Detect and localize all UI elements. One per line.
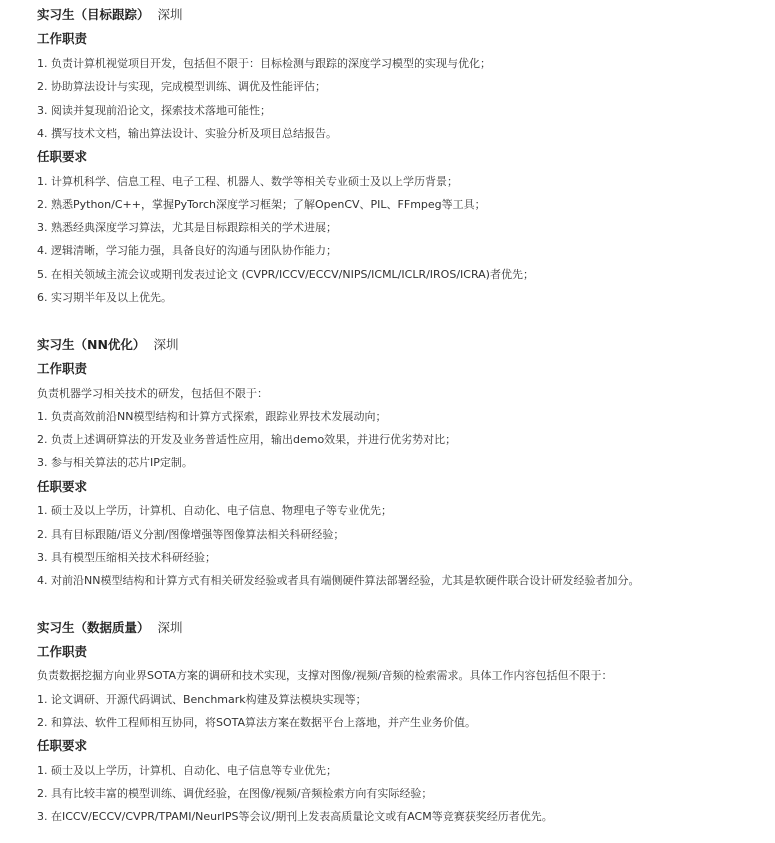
requirement-item: 3. 在ICCV/ECCV/CVPR/TPAMI/NeurIPS等会议/期刊上发表高质量论文或有ACM等竞赛获奖经历者优先。 (37, 810, 553, 823)
duty-item: 1. 论文调研、开源代码调试、Benchmark构建及算法模块实现等； (37, 693, 367, 706)
duties-intro: 负责机器学习相关技术的研发，包括但不限于： (37, 387, 268, 400)
requirement-item: 3. 熟悉经典深度学习算法，尤其是目标跟踪相关的学术进展； (37, 221, 337, 234)
job-title-tracking (37, 7, 183, 23)
requirement-item: 2. 具有目标跟随/语义分割/图像增强等图像算法相关科研经验； (37, 528, 345, 541)
job-location: 深圳 (157, 620, 183, 635)
requirement-item: 6. 实习期半年及以上优先。 (37, 291, 172, 304)
duties-intro: 负责数据挖掘方向业界SOTA方案的调研和技术实现，支撑对图像/视频/音频的检索需求。具体工作内容包括但不限于： (37, 669, 613, 682)
job-title-text: 实习生（目标跟踪） (37, 7, 150, 22)
duty-item: 3. 参与相关算法的芯片IP定制。 (37, 456, 193, 469)
duty-item: 1. 负责计算机视觉项目开发，包括但不限于：目标检测与跟踪的深度学习模型的实现与优化； (37, 57, 491, 70)
duty-item: 1. 负责高效前沿NN模型结构和计算方式探索，跟踪业界技术发展动向； (37, 410, 387, 423)
requirement-item: 4. 对前沿NN模型结构和计算方式有相关研发经验或者具有端侧硬件算法部署经验，尤其是软硬件联合设计研发经验者加分。 (37, 574, 640, 587)
requirement-item: 3. 具有模型压缩相关技术科研经验； (37, 551, 216, 564)
job-title-nn (37, 337, 178, 353)
job-location: 深圳 (157, 7, 183, 22)
requirement-item: 1. 硕士及以上学历，计算机、自动化、电子信息、物理电子等专业优先； (37, 504, 392, 517)
requirements-heading: 任职要求 (37, 149, 88, 164)
job-title-data-quality (37, 620, 183, 636)
requirement-item: 1. 硕士及以上学历，计算机、自动化、电子信息等专业优先； (37, 764, 337, 777)
job-location: 深圳 (153, 337, 179, 352)
requirements-heading: 任职要求 (37, 738, 88, 753)
job-title-text: 实习生（NN优化） (37, 337, 146, 352)
job-title-text: 实习生（数据质量） (37, 620, 150, 635)
duties-heading: 工作职责 (37, 361, 88, 376)
requirement-item: 4. 逻辑清晰，学习能力强，具备良好的沟通与团队协作能力； (37, 244, 337, 257)
requirement-item: 2. 具有比较丰富的模型训练、调优经验，在图像/视频/音频检索方向有实际经验； (37, 787, 433, 800)
requirement-item: 5. 在相关领域主流会议或期刊发表过论文 (CVPR/ICCV/ECCV/NIPS/ICML/ICLR/IROS/ICRA)者优先； (37, 268, 534, 281)
duty-item: 4. 撰写技术文档，输出算法设计、实验分析及项目总结报告。 (37, 127, 337, 140)
duties-heading: 工作职责 (37, 644, 88, 659)
requirements-heading: 任职要求 (37, 479, 88, 494)
duties-heading: 工作职责 (37, 31, 88, 46)
duty-item: 2. 和算法、软件工程师相互协同，将SOTA算法方案在数据平台上落地，并产生业务价值。 (37, 716, 477, 729)
duty-item: 2. 协助算法设计与实现，完成模型训练、调优及性能评估； (37, 80, 326, 93)
requirement-item: 1. 计算机科学、信息工程、电子工程、机器人、数学等相关专业硕士及以上学历背景； (37, 175, 458, 188)
duty-item: 3. 阅读并复现前沿论文，探索技术落地可能性； (37, 104, 271, 117)
duty-item: 2. 负责上述调研算法的开发及业务普适性应用，输出demo效果，并进行优劣势对比； (37, 433, 457, 446)
requirement-item: 2. 熟悉Python/C++，掌握PyTorch深度学习框架；了解OpenCV、PIL、FFmpeg等工具； (37, 198, 486, 211)
